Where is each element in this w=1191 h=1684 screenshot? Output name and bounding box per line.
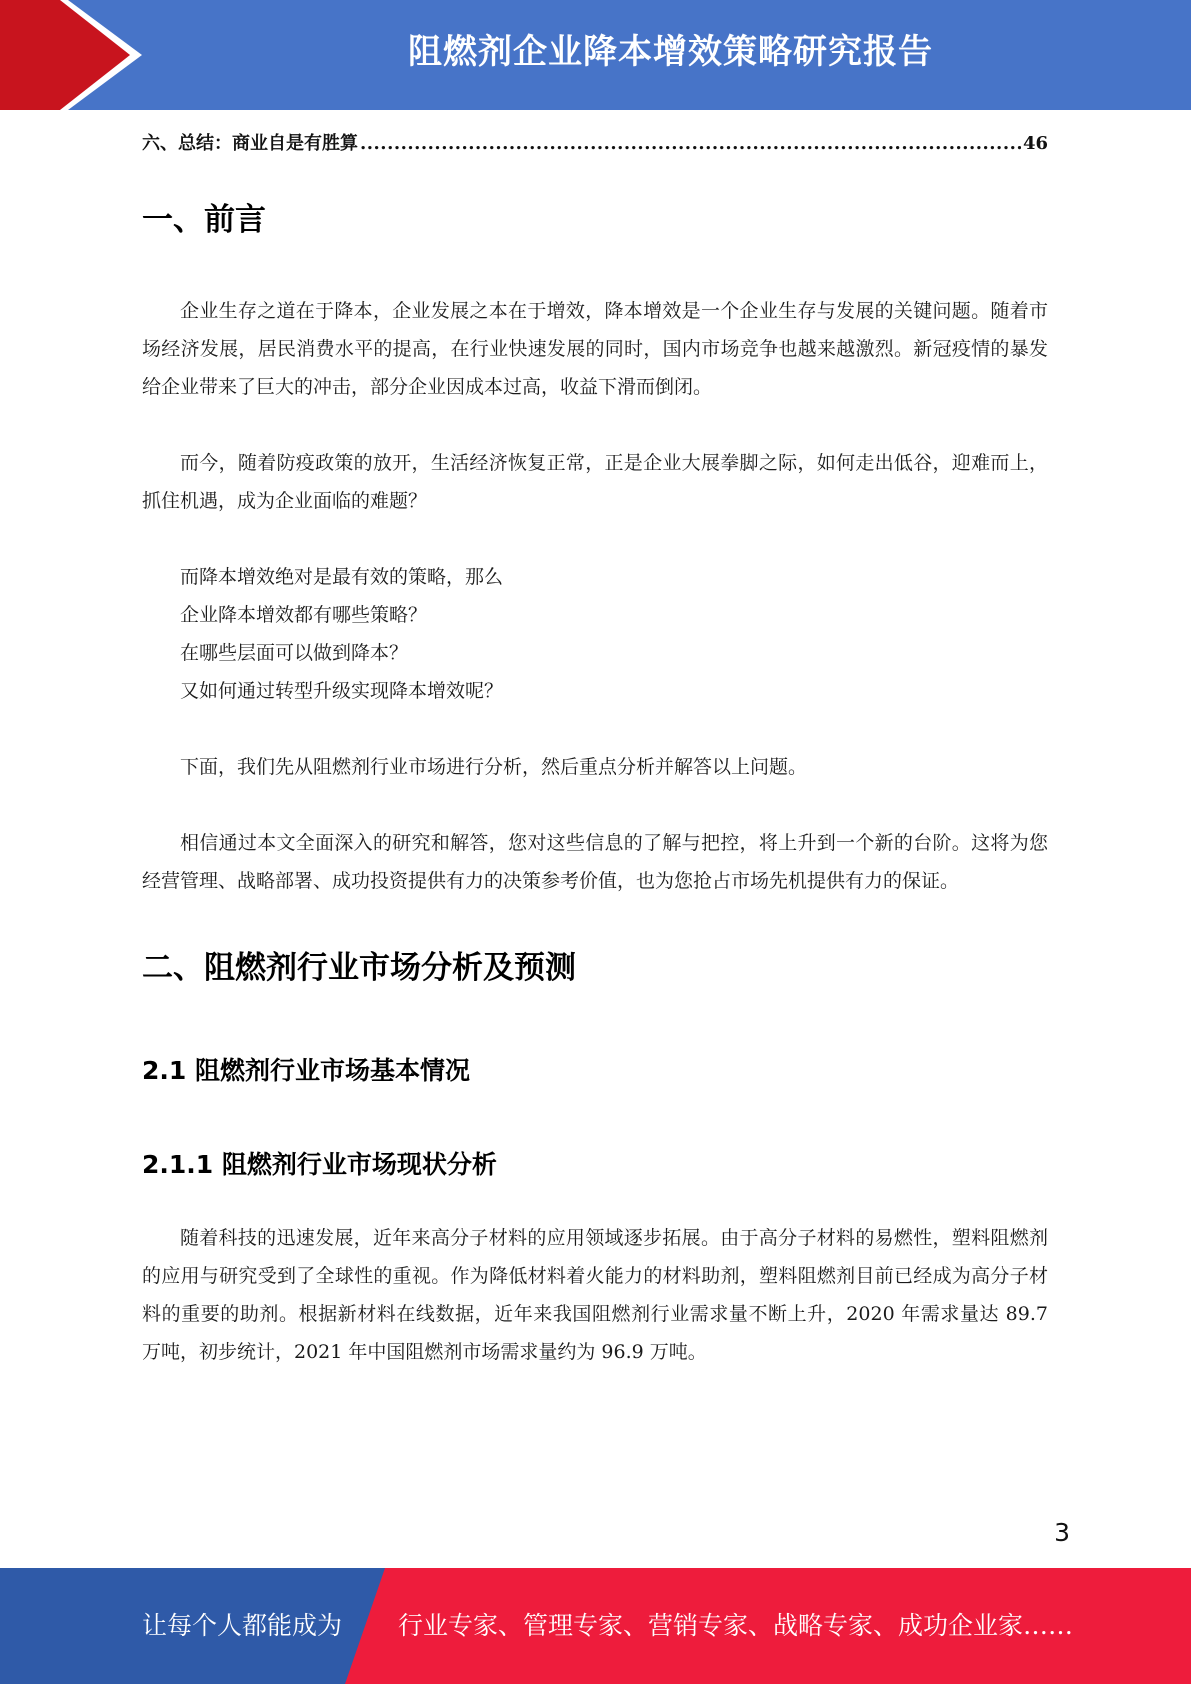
header-red-chevron-decoration — [0, 0, 150, 110]
section-heading-intro: 一、前言 — [142, 202, 266, 238]
intro-paragraph-3: 下面，我们先从阻燃剂行业市场进行分析，然后重点分析并解答以上问题。 — [180, 756, 808, 778]
page-number: 3 — [1054, 1518, 1070, 1547]
page-content — [142, 128, 1048, 1371]
intro-question-2: 企业降本增效都有哪些策略？ — [180, 604, 428, 626]
intro-question-4: 又如何通过转型升级实现降本增效呢？ — [180, 680, 504, 702]
footer-slogan-left: 让每个人都能成为 — [142, 1611, 343, 1640]
toc-entry-page: 46 — [1022, 133, 1048, 154]
section-heading-market: 二、阻燃剂行业市场分析及预测 — [142, 950, 576, 986]
report-title: 阻燃剂企业降本增效策略研究报告 — [408, 32, 933, 72]
toc-entry-text: 六、总结：商业自是有胜算 — [142, 133, 358, 154]
intro-question-1: 而降本增效绝对是最有效的策略，那么 — [180, 566, 504, 588]
intro-question-3: 在哪些层面可以做到降本？ — [180, 642, 409, 664]
toc-entry[interactable] — [142, 128, 1048, 160]
subsection-heading-2-1: 2.1 阻燃剂行业市场基本情况 — [142, 1056, 470, 1085]
page-header — [0, 0, 1191, 110]
toc-dot-leader — [360, 128, 1021, 160]
page-footer — [0, 1568, 1191, 1684]
subsection-heading-2-1-1: 2.1.1 阻燃剂行业市场现状分析 — [142, 1150, 497, 1179]
intro-paragraph-1: 企业生存之道在于降本，企业发展之本在于增效，降本增效是一个企业生存与发展的关键问题。随着市场经济发展，居民消费水平的提高，在行业快速发展的同时，国内市场竞争也越来越激烈。新冠疫情的暴发给企业带来了巨大的冲击，部分企业因成本过高，收益下滑而倒闭。 — [142, 300, 1048, 398]
intro-paragraph-4: 相信通过本文全面深入的研究和解答，您对这些信息的了解与把控，将上升到一个新的台阶。这将为您经营管理、战略部署、成功投资提供有力的决策参考价值，也为您抢占市场先机提供有力的保证。 — [142, 832, 1048, 892]
market-paragraph-1: 随着科技的迅速发展，近年来高分子材料的应用领域逐步拓展。由于高分子材料的易燃性，塑料阻燃剂的应用与研究受到了全球性的重视。作为降低材料着火能力的材料助剂，塑料阻燃剂目前已经成为高分子材料的重要的助剂。根据新材料在线数据，近年来我国阻燃剂行业需求量不断上升，2020 年需求量达 89.7 万吨，初步统计，2021 年中国阻燃剂市场需求量约为 96.9 万吨。 — [142, 1227, 1048, 1363]
footer-slogan-right: 行业专家、管理专家、营销专家、战略专家、成功企业家…… — [398, 1611, 1074, 1640]
intro-paragraph-2: 而今，随着防疫政策的放开，生活经济恢复正常，正是企业大展拳脚之际，如何走出低谷，迎难而上，抓住机遇，成为企业面临的难题？ — [142, 452, 1048, 512]
